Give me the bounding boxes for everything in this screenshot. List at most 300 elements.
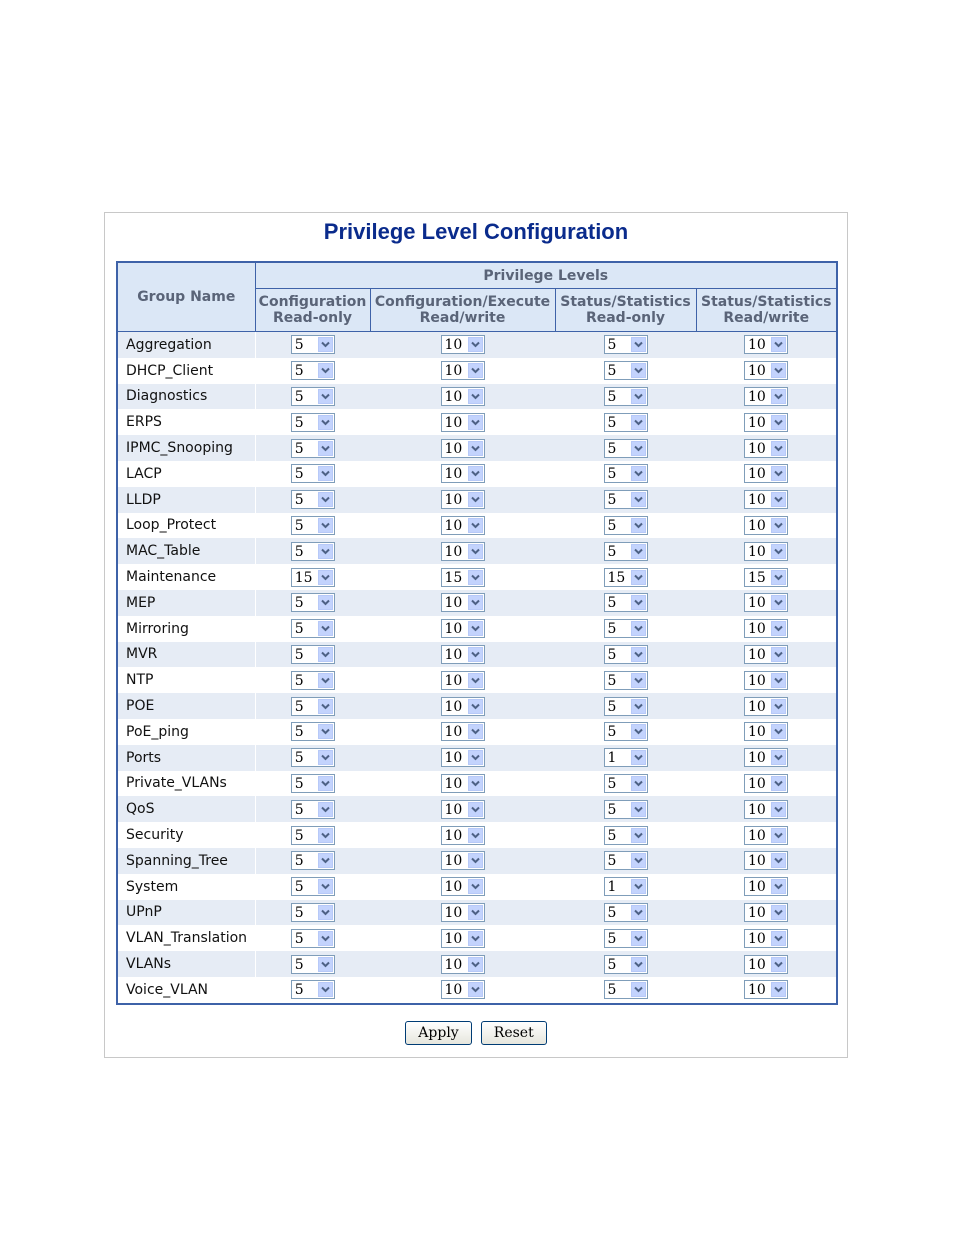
config-readonly-select[interactable]: [291, 335, 335, 354]
status-readwrite-select[interactable]: [744, 774, 788, 793]
config-readonly-select[interactable]: [291, 361, 335, 380]
status-readwrite-select[interactable]: [744, 645, 788, 664]
config-execute-readwrite-select[interactable]: [441, 903, 485, 922]
status-readwrite-select[interactable]: [744, 826, 788, 845]
chevron-down-icon[interactable]: [468, 931, 483, 946]
config-execute-readwrite-select[interactable]: [441, 361, 485, 380]
level-cell: [255, 590, 370, 616]
chevron-down-icon[interactable]: [318, 570, 333, 585]
level-cell: [555, 951, 696, 977]
status-readwrite-select[interactable]: [744, 568, 788, 587]
chevron-down-icon[interactable]: [631, 647, 646, 662]
status-readonly-select[interactable]: [604, 722, 648, 741]
config-readonly-select[interactable]: [291, 955, 335, 974]
config-readonly-select[interactable]: [291, 413, 335, 432]
config-execute-readwrite-select[interactable]: [441, 671, 485, 690]
chevron-down-icon[interactable]: [771, 905, 786, 920]
chevron-down-icon[interactable]: [318, 828, 333, 843]
select-value: 10: [444, 466, 463, 483]
config-execute-readwrite-select[interactable]: [441, 413, 485, 432]
level-cell: [696, 358, 837, 384]
level-cell: [555, 487, 696, 513]
status-readonly-select[interactable]: [604, 800, 648, 819]
select-value: 10: [748, 388, 766, 405]
select-value: 10: [444, 621, 463, 638]
chevron-down-icon[interactable]: [468, 802, 483, 817]
chevron-down-icon[interactable]: [318, 518, 333, 533]
config-readonly-select[interactable]: [291, 516, 335, 535]
chevron-down-icon[interactable]: [631, 441, 646, 456]
config-execute-readwrite-select[interactable]: [441, 877, 485, 896]
status-readonly-select[interactable]: [604, 774, 648, 793]
level-cell: [696, 409, 837, 435]
apply-button[interactable]: Apply: [405, 1021, 471, 1045]
status-readonly-select[interactable]: [604, 826, 648, 845]
chevron-down-icon[interactable]: [631, 389, 646, 404]
select-value: 10: [444, 775, 463, 792]
chevron-down-icon[interactable]: [631, 957, 646, 972]
chevron-down-icon[interactable]: [468, 647, 483, 662]
chevron-down-icon[interactable]: [631, 621, 646, 636]
table-row: [117, 461, 837, 487]
chevron-down-icon[interactable]: [771, 544, 786, 559]
group-name: Private_VLANs: [117, 771, 255, 797]
select-value: 10: [748, 827, 766, 844]
level-cell: [696, 487, 837, 513]
select-value: 10: [444, 853, 463, 870]
level-cell: [696, 513, 837, 539]
status-readonly-select[interactable]: [604, 851, 648, 870]
status-readwrite-select[interactable]: [744, 439, 788, 458]
chevron-down-icon[interactable]: [468, 415, 483, 430]
chevron-down-icon[interactable]: [771, 363, 786, 378]
chevron-down-icon[interactable]: [468, 957, 483, 972]
config-execute-readwrite-select[interactable]: [441, 387, 485, 406]
chevron-down-icon[interactable]: [318, 389, 333, 404]
level-cell: [696, 667, 837, 693]
chevron-down-icon[interactable]: [771, 415, 786, 430]
config-execute-readwrite-select[interactable]: [441, 722, 485, 741]
status-readwrite-select[interactable]: [744, 387, 788, 406]
config-execute-readwrite-select[interactable]: [441, 593, 485, 612]
group-name: NTP: [117, 667, 255, 693]
chevron-down-icon[interactable]: [631, 595, 646, 610]
chevron-down-icon[interactable]: [631, 931, 646, 946]
chevron-down-icon[interactable]: [771, 776, 786, 791]
chevron-down-icon[interactable]: [631, 699, 646, 714]
select-value: 10: [748, 492, 766, 509]
select-value: 10: [748, 956, 766, 973]
chevron-down-icon[interactable]: [631, 776, 646, 791]
config-readonly-select[interactable]: [291, 774, 335, 793]
chevron-down-icon[interactable]: [468, 621, 483, 636]
chevron-down-icon[interactable]: [468, 337, 483, 352]
select-value: 10: [748, 543, 766, 560]
config-execute-readwrite-select[interactable]: [441, 800, 485, 819]
status-readonly-select[interactable]: [604, 980, 648, 999]
chevron-down-icon[interactable]: [318, 595, 333, 610]
chevron-down-icon[interactable]: [468, 776, 483, 791]
chevron-down-icon[interactable]: [771, 750, 786, 765]
config-execute-readwrite-select[interactable]: [441, 464, 485, 483]
config-readonly-select[interactable]: [291, 877, 335, 896]
select-value: 5: [607, 724, 617, 741]
config-readonly-select[interactable]: [291, 490, 335, 509]
level-cell: [255, 487, 370, 513]
status-readwrite-select[interactable]: [744, 955, 788, 974]
config-execute-readwrite-select[interactable]: [441, 774, 485, 793]
select-value: 5: [607, 466, 617, 483]
level-cell: [555, 977, 696, 1004]
chevron-down-icon[interactable]: [631, 879, 646, 894]
status-readonly-select[interactable]: [604, 593, 648, 612]
status-readonly-select[interactable]: [604, 439, 648, 458]
chevron-down-icon[interactable]: [468, 673, 483, 688]
group-name: Diagnostics: [117, 384, 255, 410]
status-readwrite-select[interactable]: [744, 929, 788, 948]
chevron-down-icon[interactable]: [631, 518, 646, 533]
config-execute-readwrite-select[interactable]: [441, 645, 485, 664]
level-cell: [696, 332, 837, 358]
status-readwrite-select[interactable]: [744, 593, 788, 612]
config-execute-readwrite-select[interactable]: [441, 955, 485, 974]
config-readonly-select[interactable]: [291, 619, 335, 638]
level-cell: [370, 435, 555, 461]
config-execute-readwrite-select[interactable]: [441, 516, 485, 535]
chevron-down-icon[interactable]: [318, 363, 333, 378]
chevron-down-icon[interactable]: [631, 363, 646, 378]
status-readonly-select[interactable]: [604, 361, 648, 380]
chevron-down-icon[interactable]: [468, 544, 483, 559]
chevron-down-icon[interactable]: [318, 724, 333, 739]
status-readwrite-select[interactable]: [744, 903, 788, 922]
chevron-down-icon[interactable]: [318, 931, 333, 946]
chevron-down-icon[interactable]: [468, 389, 483, 404]
status-readonly-select[interactable]: [604, 516, 648, 535]
chevron-down-icon[interactable]: [771, 337, 786, 352]
config-readonly-select[interactable]: [291, 722, 335, 741]
status-readonly-select[interactable]: [604, 490, 648, 509]
chevron-down-icon[interactable]: [771, 699, 786, 714]
config-execute-readwrite-select[interactable]: [441, 490, 485, 509]
chevron-down-icon[interactable]: [318, 544, 333, 559]
chevron-down-icon[interactable]: [468, 441, 483, 456]
status-readwrite-select[interactable]: [744, 697, 788, 716]
chevron-down-icon[interactable]: [771, 621, 786, 636]
chevron-down-icon[interactable]: [468, 699, 483, 714]
status-readonly-select[interactable]: [604, 645, 648, 664]
group-name: POE: [117, 693, 255, 719]
chevron-down-icon[interactable]: [631, 415, 646, 430]
chevron-down-icon[interactable]: [318, 647, 333, 662]
level-cell: [696, 771, 837, 797]
status-readonly-select[interactable]: [604, 568, 648, 587]
config-execute-readwrite-select[interactable]: [441, 851, 485, 870]
chevron-down-icon[interactable]: [771, 931, 786, 946]
chevron-down-icon[interactable]: [468, 363, 483, 378]
select-value: 5: [294, 543, 304, 560]
chevron-down-icon[interactable]: [771, 389, 786, 404]
config-execute-readwrite-select[interactable]: [441, 980, 485, 999]
chevron-down-icon[interactable]: [468, 466, 483, 481]
chevron-down-icon[interactable]: [468, 982, 483, 997]
group-name: Security: [117, 822, 255, 848]
chevron-down-icon[interactable]: [468, 750, 483, 765]
status-readwrite-select[interactable]: [744, 542, 788, 561]
chevron-down-icon[interactable]: [318, 466, 333, 481]
config-readonly-select[interactable]: [291, 387, 335, 406]
chevron-down-icon[interactable]: [771, 518, 786, 533]
select-value: 5: [294, 982, 304, 999]
config-execute-readwrite-select[interactable]: [441, 439, 485, 458]
status-readwrite-select[interactable]: [744, 877, 788, 896]
group-name: Loop_Protect: [117, 513, 255, 539]
chevron-down-icon[interactable]: [318, 982, 333, 997]
table-row: [117, 564, 837, 590]
select-value: 10: [444, 724, 463, 741]
select-value: 5: [607, 388, 617, 405]
chevron-down-icon[interactable]: [771, 595, 786, 610]
chevron-down-icon[interactable]: [631, 802, 646, 817]
table-row: [117, 513, 837, 539]
config-execute-readwrite-select[interactable]: [441, 335, 485, 354]
status-readonly-select[interactable]: [604, 619, 648, 638]
level-cell: [255, 564, 370, 590]
level-cell: [555, 384, 696, 410]
status-readonly-select[interactable]: [604, 955, 648, 974]
group-name: Aggregation: [117, 332, 255, 358]
chevron-down-icon[interactable]: [318, 441, 333, 456]
chevron-down-icon[interactable]: [318, 905, 333, 920]
chevron-down-icon[interactable]: [631, 828, 646, 843]
chevron-down-icon[interactable]: [771, 879, 786, 894]
select-value: 5: [294, 646, 304, 663]
level-cell: [696, 925, 837, 951]
group-name: MVR: [117, 642, 255, 668]
config-readonly-select[interactable]: [291, 800, 335, 819]
select-value: 10: [748, 672, 766, 689]
header-status-readwrite: Status/Statistics Read/write: [696, 289, 837, 332]
config-readonly-select[interactable]: [291, 903, 335, 922]
chevron-down-icon[interactable]: [318, 802, 333, 817]
select-value: 5: [607, 517, 617, 534]
select-value: 5: [294, 904, 304, 921]
status-readonly-select[interactable]: [604, 877, 648, 896]
chevron-down-icon[interactable]: [631, 905, 646, 920]
chevron-down-icon[interactable]: [468, 492, 483, 507]
chevron-down-icon[interactable]: [468, 879, 483, 894]
status-readonly-select[interactable]: [604, 464, 648, 483]
chevron-down-icon[interactable]: [631, 570, 646, 585]
status-readonly-select[interactable]: [604, 542, 648, 561]
header-config-readonly: Configuration Read-only: [255, 289, 370, 332]
config-execute-readwrite-select[interactable]: [441, 697, 485, 716]
chevron-down-icon[interactable]: [631, 492, 646, 507]
status-readwrite-select[interactable]: [744, 748, 788, 767]
select-value: 10: [748, 801, 766, 818]
status-readonly-select[interactable]: [604, 671, 648, 690]
chevron-down-icon[interactable]: [771, 647, 786, 662]
select-value: 10: [748, 930, 766, 947]
chevron-down-icon[interactable]: [771, 853, 786, 868]
config-readonly-select[interactable]: [291, 542, 335, 561]
chevron-down-icon[interactable]: [468, 570, 483, 585]
chevron-down-icon[interactable]: [468, 595, 483, 610]
config-readonly-select[interactable]: [291, 826, 335, 845]
reset-button[interactable]: Reset: [481, 1021, 547, 1045]
status-readwrite-select[interactable]: [744, 800, 788, 819]
config-readonly-select[interactable]: [291, 671, 335, 690]
chevron-down-icon[interactable]: [631, 750, 646, 765]
chevron-down-icon[interactable]: [318, 337, 333, 352]
status-readonly-select[interactable]: [604, 387, 648, 406]
table-row: [117, 642, 837, 668]
status-readwrite-select[interactable]: [744, 722, 788, 741]
level-cell: [696, 719, 837, 745]
select-value: 10: [444, 930, 463, 947]
chevron-down-icon[interactable]: [318, 621, 333, 636]
privilege-config-panel: [104, 212, 848, 1058]
config-readonly-select[interactable]: [291, 980, 335, 999]
status-readonly-select[interactable]: [604, 335, 648, 354]
level-cell: [555, 538, 696, 564]
config-execute-readwrite-select[interactable]: [441, 619, 485, 638]
chevron-down-icon[interactable]: [318, 776, 333, 791]
chevron-down-icon[interactable]: [318, 879, 333, 894]
chevron-down-icon[interactable]: [771, 982, 786, 997]
chevron-down-icon[interactable]: [771, 828, 786, 843]
chevron-down-icon[interactable]: [631, 724, 646, 739]
chevron-down-icon[interactable]: [318, 957, 333, 972]
config-execute-readwrite-select[interactable]: [441, 929, 485, 948]
level-cell: [370, 848, 555, 874]
config-readonly-select[interactable]: [291, 439, 335, 458]
config-readonly-select[interactable]: [291, 748, 335, 767]
chevron-down-icon[interactable]: [771, 673, 786, 688]
status-readwrite-select[interactable]: [744, 619, 788, 638]
select-value: 5: [294, 853, 304, 870]
chevron-down-icon[interactable]: [468, 828, 483, 843]
select-value: 10: [748, 698, 766, 715]
chevron-down-icon[interactable]: [631, 673, 646, 688]
config-execute-readwrite-select[interactable]: [441, 542, 485, 561]
level-cell: [555, 796, 696, 822]
config-execute-readwrite-select[interactable]: [441, 826, 485, 845]
chevron-down-icon[interactable]: [771, 570, 786, 585]
chevron-down-icon[interactable]: [468, 905, 483, 920]
chevron-down-icon[interactable]: [771, 724, 786, 739]
group-name: MEP: [117, 590, 255, 616]
chevron-down-icon[interactable]: [318, 853, 333, 868]
chevron-down-icon[interactable]: [771, 957, 786, 972]
select-value: 5: [294, 956, 304, 973]
table-row: [117, 796, 837, 822]
chevron-down-icon[interactable]: [468, 518, 483, 533]
chevron-down-icon[interactable]: [631, 337, 646, 352]
select-value: 10: [748, 982, 766, 999]
level-cell: [370, 513, 555, 539]
chevron-down-icon[interactable]: [468, 853, 483, 868]
select-value: 10: [444, 492, 463, 509]
config-readonly-select[interactable]: [291, 464, 335, 483]
chevron-down-icon[interactable]: [318, 673, 333, 688]
select-value: 10: [748, 724, 766, 741]
status-readonly-select[interactable]: [604, 903, 648, 922]
select-value: 10: [748, 621, 766, 638]
config-readonly-select[interactable]: [291, 929, 335, 948]
status-readwrite-select[interactable]: [744, 335, 788, 354]
chevron-down-icon[interactable]: [631, 982, 646, 997]
status-readonly-select[interactable]: [604, 929, 648, 948]
select-value: 5: [607, 775, 617, 792]
status-readwrite-select[interactable]: [744, 464, 788, 483]
chevron-down-icon[interactable]: [318, 699, 333, 714]
level-cell: [370, 667, 555, 693]
chevron-down-icon[interactable]: [318, 492, 333, 507]
chevron-down-icon[interactable]: [468, 724, 483, 739]
level-cell: [555, 590, 696, 616]
chevron-down-icon[interactable]: [318, 415, 333, 430]
chevron-down-icon[interactable]: [631, 853, 646, 868]
select-value: 5: [294, 466, 304, 483]
level-cell: [555, 745, 696, 771]
level-cell: [370, 616, 555, 642]
status-readwrite-select[interactable]: [744, 516, 788, 535]
level-cell: [696, 616, 837, 642]
chevron-down-icon[interactable]: [771, 441, 786, 456]
status-readwrite-select[interactable]: [744, 851, 788, 870]
status-readwrite-select[interactable]: [744, 980, 788, 999]
select-value: 5: [294, 492, 304, 509]
chevron-down-icon[interactable]: [631, 466, 646, 481]
chevron-down-icon[interactable]: [318, 750, 333, 765]
status-readonly-select[interactable]: [604, 413, 648, 432]
select-value: 10: [748, 853, 766, 870]
table-row: [117, 951, 837, 977]
config-readonly-select[interactable]: [291, 593, 335, 612]
config-readonly-select[interactable]: [291, 568, 335, 587]
status-readonly-select[interactable]: [604, 748, 648, 767]
chevron-down-icon[interactable]: [771, 466, 786, 481]
config-execute-readwrite-select[interactable]: [441, 568, 485, 587]
chevron-down-icon[interactable]: [771, 802, 786, 817]
status-readwrite-select[interactable]: [744, 361, 788, 380]
select-value: 15: [294, 569, 313, 586]
select-value: 10: [444, 801, 463, 818]
chevron-down-icon[interactable]: [631, 544, 646, 559]
config-readonly-select[interactable]: [291, 851, 335, 870]
level-cell: [370, 719, 555, 745]
table-row: [117, 435, 837, 461]
config-readonly-select[interactable]: [291, 697, 335, 716]
level-cell: [696, 900, 837, 926]
config-execute-readwrite-select[interactable]: [441, 748, 485, 767]
chevron-down-icon[interactable]: [771, 492, 786, 507]
table-row: [117, 616, 837, 642]
level-cell: [696, 461, 837, 487]
status-readwrite-select[interactable]: [744, 490, 788, 509]
status-readwrite-select[interactable]: [744, 413, 788, 432]
level-cell: [555, 513, 696, 539]
select-value: 5: [607, 595, 617, 612]
status-readwrite-select[interactable]: [744, 671, 788, 690]
level-cell: [555, 332, 696, 358]
status-readonly-select[interactable]: [604, 697, 648, 716]
table-row: [117, 874, 837, 900]
select-value: 10: [444, 388, 463, 405]
level-cell: [555, 900, 696, 926]
config-readonly-select[interactable]: [291, 645, 335, 664]
